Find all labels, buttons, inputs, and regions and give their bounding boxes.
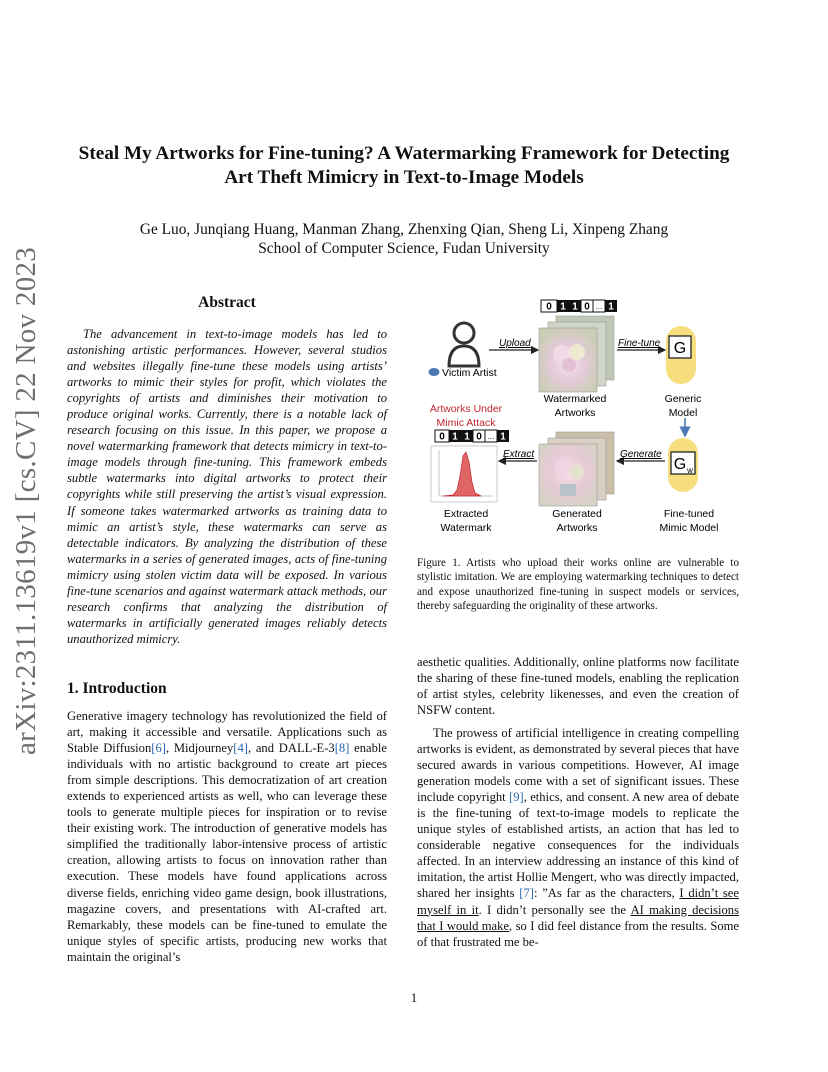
author-block — [60, 220, 748, 258]
citation-link[interactable]: [6] — [151, 741, 166, 756]
generic-model-symbol: G — [673, 340, 687, 357]
generate-label: Generate — [620, 449, 662, 460]
intro-text: , so I did feel distance from the results. Some of that frustrated me be- — [417, 918, 740, 949]
bit: 0 — [476, 431, 482, 443]
intro-text: . I didn’t personally see the — [478, 902, 631, 917]
page-number: 1 — [410, 990, 418, 1005]
watermark-bits-bottom — [435, 430, 509, 443]
watermarked-label-line-1: Watermarked — [543, 393, 607, 405]
figure-1-diagram — [417, 290, 747, 545]
generic-label-line-2: Model — [668, 407, 698, 419]
bit: 0 — [439, 431, 445, 443]
intro-text: enable individuals with no artistic background to create art pieces from simple descriptions. This democratization of art creation extends to experienced artists as well, who can leverage these tools to generate multiple pieces for inspiration or to revise their existing work. The introduction of generative models has simplified the traditionally labor-intensive process of artistic creation, allowing artists to focus on innovation rather than execution. These models have found applications across diverse fields, enriching video game design, book illustrations, magazine covers, and presentations with AI-crafted art. Remarkably, these models can be fine-tuned to emulate the unique styles of specific artists, producing new works that maintain the original’s — [67, 741, 387, 964]
figure-1-caption: Figure 1. Artists who upload their works online are vulnerable to stylistic imitation. We are employing watermarking techniques to detect and expose unauthorized fine-tuning in suspect models or services, thereby safeguarding the originality of these artworks. — [417, 557, 739, 612]
underlined-quote: AI making decisions that I would make — [417, 902, 740, 933]
watermarked-artworks-stack — [539, 316, 614, 392]
intro-text: , ethics, and consent. A new area of debate is the fine-tuning of text-to-image models to replicate the unique styles of established artists, an action that has led to considerable negative consequences for the individuals affected. In an interview addressing an instance of this kind of imitation, the artist Hollie Mengert, who was directly impacted, shared her insights — [417, 790, 739, 901]
finetuned-label-line-1: Fine-tuned — [663, 508, 715, 520]
upload-label: Upload — [499, 338, 531, 349]
generic-model-block — [666, 326, 696, 384]
finetune-label: Fine-tune — [618, 338, 661, 349]
arxiv-id-text: arXiv:2311.13619v1 [cs.CV] 22 Nov 2023 — [10, 246, 42, 755]
citation-link[interactable]: [4] — [233, 741, 248, 756]
section-heading-introduction: 1. Introduction — [67, 680, 167, 697]
bit: 0 — [546, 301, 552, 313]
attack-label-line-2: Mimic Attack — [436, 417, 496, 429]
intro-text: Generative imagery technology has revolutionized the field of art, making it accessible and versatile. Applications such as Stable Diffusion — [67, 709, 387, 756]
abstract-heading: Abstract — [198, 294, 256, 311]
victim-artist-label: Victim Artist — [442, 367, 497, 379]
generic-label-line-1: Generic — [664, 393, 702, 405]
finetuned-label-line-2: Mimic Model — [659, 522, 719, 534]
bit: 1 — [500, 431, 506, 443]
abstract-text: The advancement in text-to-image models has led to astonishing artistic performances. However, several studios and websites illegally fine-tune these models using artists’ artworks to mimic their styles for profit, which violates the copyrights of artists and diminishes their motivation to produce original works. Currently, there is a notable lack of research focusing on this issue. In this paper, we propose a novel watermarking framework that detects mimicry in text-to-image models through fine-tuning. This framework embeds subtle watermarks into digital artworks to protect their copyrights while still preserving the artist’s visual expression. If someone takes watermarked artworks as training data to mimic an artist’s style, these watermarks can serve as detectable indicators. By analyzing the distribution of these watermarks in a series of generated images, acts of fine-tuning mimicry using stolen victim data will be exposed. In various fine-tune scenarios and against watermark attack methods, our research confirms that analyzing the distribution of watermarks in artificially generated images reliably detects unauthorized mimicry. — [67, 327, 387, 646]
citation-link[interactable]: [9] — [509, 790, 524, 805]
figure-1 — [417, 290, 747, 545]
citation-link[interactable]: [8] — [334, 741, 350, 756]
generated-label-line-2: Artworks — [556, 522, 598, 534]
bit: 1 — [464, 431, 470, 443]
extracted-label-line-2: Watermark — [440, 522, 492, 534]
extracted-label-line-1: Extracted — [443, 508, 489, 520]
generated-label-line-1: Generated — [552, 508, 602, 520]
intro-text: , and DALL-E-3 — [247, 741, 335, 756]
intro-paragraph-1 — [67, 708, 387, 965]
title-line-1: Steal My Artworks for Fine-tuning? A Watermarking Framework for Detecting — [78, 143, 730, 164]
bit: 1 — [572, 301, 578, 313]
intro-paragraph-2: aesthetic qualities. Additionally, online platforms now facilitate the sharing of these fine-tuned models, enabling the replication of artist styles, celebrity likenesses, and even the creation of NSFW content. — [417, 655, 739, 718]
intro-paragraph-3 — [417, 725, 739, 950]
extracted-watermark-histogram — [431, 446, 497, 502]
paper-title — [60, 142, 748, 190]
author-list: Ge Luo, Junqiang Huang, Manman Zhang, Zhenxing Qian, Sheng Li, Xinpeng Zhang — [139, 221, 669, 238]
finetuned-model-subscript: w — [687, 466, 693, 475]
finetuned-model-block — [668, 438, 698, 492]
bit: 1 — [452, 431, 458, 443]
finetuned-model-symbol: G — [673, 456, 687, 473]
paint-palette-icon — [429, 368, 440, 376]
bit: ... — [487, 432, 495, 441]
underlined-quote: I didn’t see myself in it — [417, 886, 739, 917]
bit: 1 — [608, 301, 614, 313]
bit: 0 — [584, 301, 590, 313]
bit: 1 — [560, 301, 566, 313]
title-line-2: Art Theft Mimicry in Text-to-Image Models — [224, 167, 584, 188]
watermarked-label-line-2: Artworks — [554, 407, 596, 419]
attack-label-line-1: Artworks Under — [429, 403, 503, 415]
bit: ... — [595, 302, 603, 311]
artist-person-icon — [449, 323, 479, 366]
extract-label: Extract — [503, 449, 535, 460]
watermark-bits-top — [541, 300, 617, 313]
affiliation: School of Computer Science, Fudan University — [258, 240, 550, 257]
generated-artworks-stack — [539, 432, 614, 506]
intro-text: The prowess of artificial intelligence in creating compelling artworks is evident, as demonstrated by several pieces that have secured awards in various competitions. However, AI image generation models come with a set of significant issues. These include copyright — [417, 726, 739, 805]
intro-text: : ”As far as the characters, — [533, 886, 680, 901]
citation-link[interactable]: [7] — [519, 886, 534, 901]
intro-text: , Midjourney — [165, 741, 234, 756]
